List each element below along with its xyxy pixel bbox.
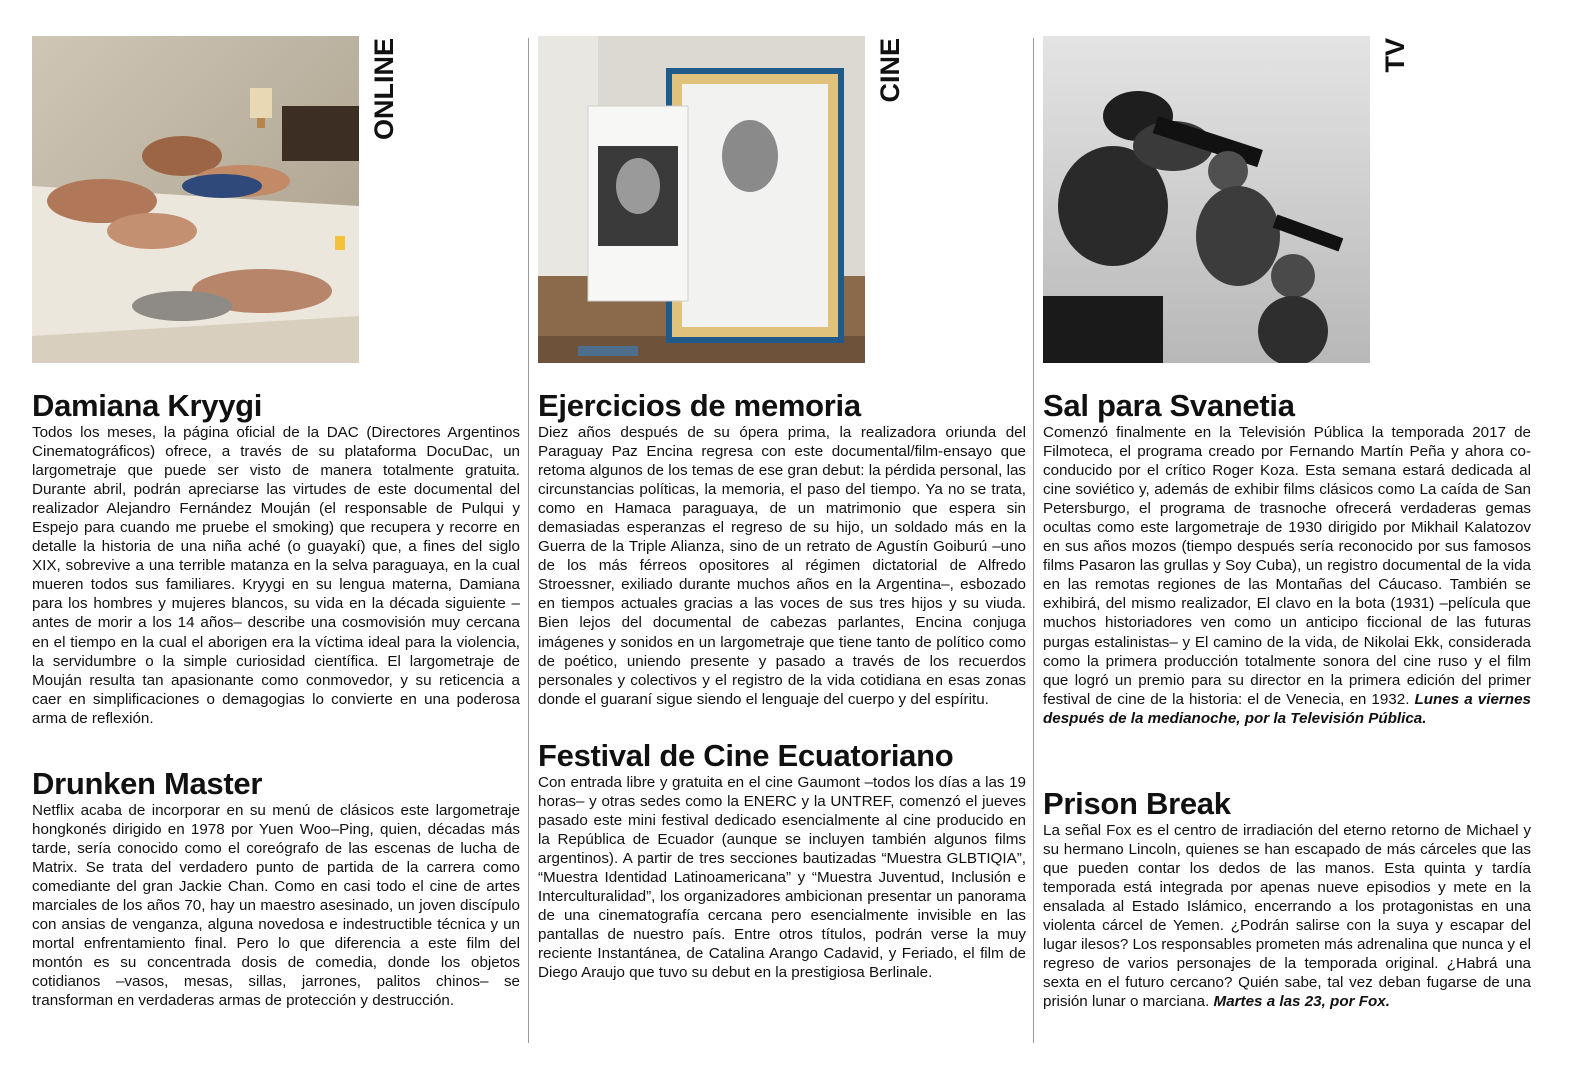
column-tv — [1043, 0, 1533, 1080]
section-label — [875, 38, 905, 178]
article-title: Prison Break — [1043, 786, 1231, 821]
section-label-text: TV — [1380, 38, 1410, 73]
section-label — [1380, 38, 1410, 178]
damiana-kryygi-photo — [32, 36, 359, 363]
column-divider — [528, 38, 529, 1043]
article-body: Con entrada libre y gratuita en el cine Gaumont –todos los días a las 19 horas– y otras sedes como la ENERC y la UNTREF, comenzó el jueves pasado este mini festival dedicado esencialmente al cine producido en la República de Ecuador (aunque se incluyen también algunos films argentinos). A partir de tres secciones bautizadas “Muestra GLBTIQIA”, “Muestra Identidad Latinoamericana” y “Muestra Juventud, Inclusión e Interculturalidad”, los organizadores ambicionan presentar un panorama de una cinematografía cercana pero esencialmente invisible en las pantallas de nuestro país. Entre otros títulos, podrán verse la muy reciente Instantánea, de Catalina Arango Cadavid, y Feriado, el film de Diego Araujo que tuvo su debut en la prestigiosa Berlinale. — [538, 774, 1026, 982]
article-body-text: Comenzó finalmente en la Televisión Pública la temporada 2017 de Filmoteca, el programa creado por Fernando Martín Peña y ahora co-conducido por el crítico Roger Koza. Esta semana estará dedicada al cine soviético y, además de exhibir films clásicos como La caída de San Petersburgo, el programa de trasnoche ofrecerá verdaderas gemas ocultas como este largometraje de 1930 dirigido por Mikhail Kalatozov en sus años mozos (tiempo después sería reconocido por sus famosos films Pasaron las grullas y Soy Cuba), un registro documental de la vida en las remotas regiones de las Montañas del Cáucaso. También se exhibirá, del mismo realizador, El clavo en la bota (1931) –película que muchos historiadores ven como un anticipo ficcional de las futuras purgas estalinistas– y El camino de la vida, de Nikolai Ekk, considerada como la primera producción totalmente sonora del cine ruso y el film que logró un premio para su director en la primera edición del primer festival de cine de la historia: el de Venecia, en 1932. — [1043, 424, 1531, 708]
article-title: Sal para Svanetia — [1043, 388, 1295, 423]
section-label — [369, 38, 399, 178]
section-label-text: CINE — [875, 38, 905, 103]
article-body: Todos los meses, la página oficial de la DAC (Directores Argentinos Cinematográficos) ofrece, a través de su plataforma DocuDac, un largometraje que puede ser visto de manera totalmente gratuita. Durante abril, podrán apreciarse las virtudes de este documental del realizador Alejandro Fernández Mouján (el responsable de Pulqui y Espejo para cuando me pruebe el smoking) que recupera y recorre en detalle la historia de una niña aché (o guayakí) que, a fines del siglo XIX, sobrevive a una terrible matanza en la selva paraguaya, en la cual mueren todos sus familiares. Kryygi en su lengua materna, Damiana para los hombres y mujeres blancos, su vida en la década siguiente –antes de morir a los 14 años– describe una cosmovisión muy cercana en el tiempo en la cual el aborigen era la víctima ideal para la violencia, la servidumbre o la simple curiosidad científica. El largometraje de Mouján resulta tan apasionante como conmovedor, y su reticencia a caer en simplificaciones o demagogias lo convierte en una poderosa arma de reflexión. — [32, 424, 520, 727]
article-title: Festival de Cine Ecuatoriano — [538, 738, 954, 773]
section-label-text: ONLINE — [369, 38, 399, 141]
article-body — [1043, 821, 1531, 1011]
article-body: Netflix acaba de incorporar en su menú de clásicos este largometraje hongkonés dirigido en 1978 por Yuen Woo–Ping, quien, décadas más tarde, sería conocido como el coreógrafo de las escenas de lucha de Matrix. Se trata del verdadero punto de partida de la carrera como comediante del gran Jackie Chan. Como en casi todo el cine de artes marciales de los años 70, hay un maestro asesinado, un joven discípulo con ansias de venganza, alguna novedosa e indestructible técnica y un mortal enfrentamiento final. Pero lo que diferencia a este film del montón es su concentrada dosis de comedia, donde los objetos cotidianos –vasos, mesas, sillas, jarrones, palitos chinos– se transforman en verdaderas armas de protección y destrucción. — [32, 802, 520, 1010]
article-title: Damiana Kryygi — [32, 388, 263, 423]
sal-para-svanetia-photo — [1043, 36, 1370, 363]
broadcast-schedule: Martes a las 23, por Fox. — [1213, 993, 1390, 1011]
article-title: Ejercicios de memoria — [538, 388, 861, 423]
broadcast-schedule: Lunes a viernes después de la medianoche, por la Televisión Pública. — [1043, 690, 1531, 727]
article-body — [1043, 423, 1531, 728]
column-online — [32, 0, 522, 1080]
column-divider — [1033, 38, 1034, 1043]
article-body-text: La señal Fox es el centro de irradiación del eterno retorno de Michael y su hermano Lincoln, quienes se han escapado de más cárceles que las que pueden contar los dedos de las manos. Esta quinta y tardía temporada está integrada por apenas nueve episodios y mete en la ensalada al Estado Islámico, encerrando a los protagonistas en una violenta cárcel de Yemen. ¿Podrán salirse con la suya y escapar del lugar ilesos? Los responsables prometen más adrenalina que nunca y el regreso de varios personajes de la temporada original. ¿Habrá una sexta en el futuro cercano? Quién sabe, tal vez deban fugarse de una prisión lunar o marciana. — [1043, 822, 1531, 1011]
article-body: Diez años después de su ópera prima, la realizadora oriunda del Paraguay Paz Encina regresa con este documental/film-ensayo que retoma algunos de los temas de ese gran debut: la pérdida personal, las circunstancias políticas, la memoria, el paso del tiempo. Ya no se trata, como en Hamaca paraguaya, de un matrimonio que espera sin demasiadas esperanzas el regreso de su hijo, un soldado más en la Guerra de la Triple Alianza, sino de un retrato de Agustín Goiburú –uno de los más férreos opositores al régimen dictatorial de Alfredo Stroessner, exiliado durante muchos años en la Argentina–, esbozado en tiempos actuales gracias a las voces de sus tres hijos y su viuda. Bien lejos del documental de cabezas parlantes, Encina conjuga imágenes y sonidos en un largometraje que tiene tanto de político como de poético, uniendo presente y pasado a través de los recuerdos personales y colectivos y el registro de la vida cotidiana en esas zonas donde el guaraní sigue siendo el lenguaje del cuerpo y del espíritu. — [538, 424, 1026, 708]
column-cine — [538, 0, 1028, 1080]
article-title: Drunken Master — [32, 766, 263, 801]
ejercicios-de-memoria-photo — [538, 36, 865, 363]
